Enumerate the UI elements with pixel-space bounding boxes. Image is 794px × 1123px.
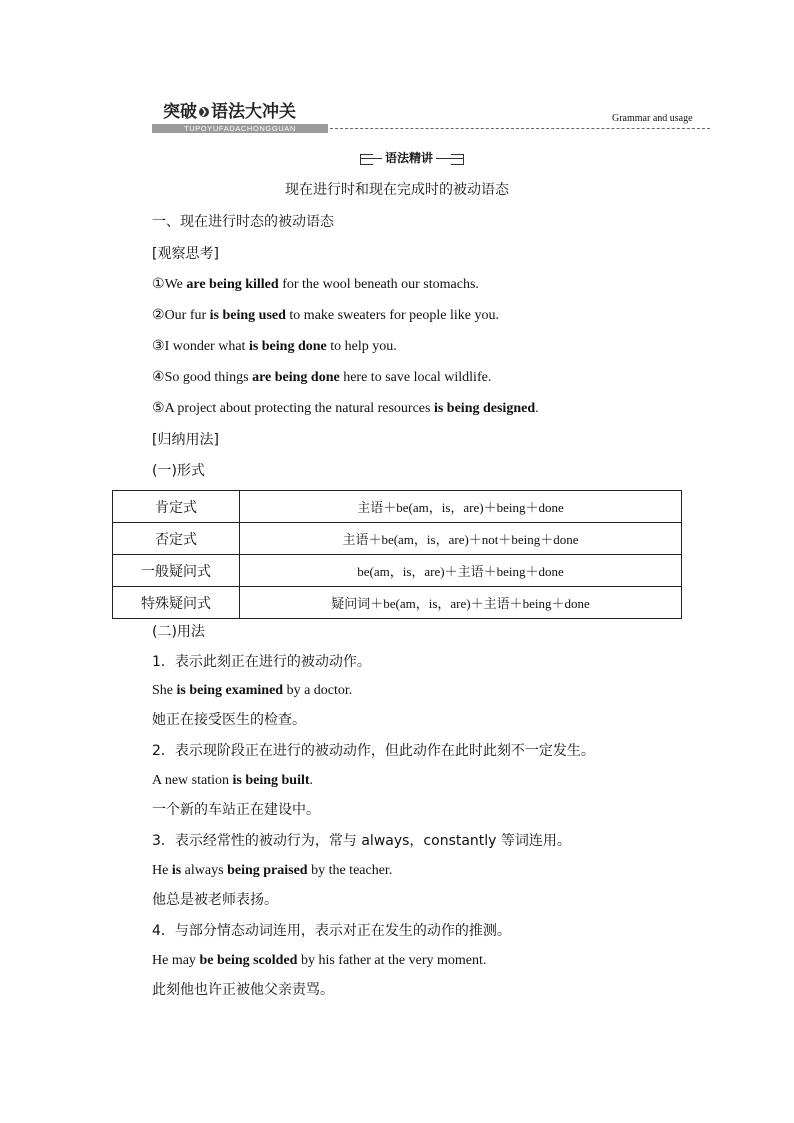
form-type: 特殊疑问式 bbox=[113, 587, 240, 619]
header-title-left: 突破 bbox=[163, 102, 197, 122]
section-badge-label: 语法精讲 bbox=[382, 151, 436, 166]
usage-example: He is always being praised by the teacher. bbox=[152, 863, 393, 878]
table-row bbox=[113, 491, 682, 523]
example-item: ①We are being killed for the wool beneath our stomachs. bbox=[152, 277, 479, 292]
form-structure: be(am，is，are)＋主语＋being＋done bbox=[240, 555, 682, 587]
usage-rule: 3．表示经常性的被动行为，常与 always，constantly 等词连用。 bbox=[152, 833, 571, 849]
usage-translation: 此刻他也许正被他父亲责骂。 bbox=[152, 982, 334, 998]
header-divider bbox=[330, 128, 710, 129]
form-structure: 主语＋be(am，is，are)＋not＋being＋done bbox=[240, 523, 682, 555]
example-item: ③I wonder what is being done to help you. bbox=[152, 339, 397, 354]
header-pinyin-band: TUPOYUFADACHONGGUAN bbox=[152, 124, 328, 133]
usage-example: He may be being scolded by his father at the very moment. bbox=[152, 953, 487, 968]
usage-rule: 4．与部分情态动词连用，表示对正在发生的动作的推测。 bbox=[152, 923, 511, 939]
example-item: ②Our fur is being used to make sweaters for people like you. bbox=[152, 308, 499, 323]
table-row bbox=[113, 587, 682, 619]
header-title-right: 语法大冲关 bbox=[211, 102, 296, 122]
form-type: 否定式 bbox=[113, 523, 240, 555]
form-structure: 主语＋be(am，is，are)＋being＋done bbox=[240, 491, 682, 523]
usage-rule: 1．表示此刻正在进行的被动动作。 bbox=[152, 654, 371, 670]
section-heading: 一、现在进行时态的被动语态 bbox=[152, 214, 334, 230]
example-item: ⑤A project about protecting the natural resources is being designed. bbox=[152, 401, 539, 416]
form-type: 肯定式 bbox=[113, 491, 240, 523]
page-title: 现在进行时和现在完成时的被动语态 bbox=[285, 182, 509, 198]
table-row bbox=[113, 555, 682, 587]
table-row bbox=[113, 523, 682, 555]
usage-label: (二)用法 bbox=[152, 624, 205, 640]
usage-translation: 一个新的车站正在建设中。 bbox=[152, 802, 320, 818]
usage-translation: 他总是被老师表扬。 bbox=[152, 892, 278, 908]
summary-label: [归纳用法] bbox=[152, 432, 219, 448]
form-table bbox=[112, 490, 682, 619]
arrow-icon: ❯ bbox=[200, 107, 208, 116]
header-right-label: Grammar and usage bbox=[612, 113, 693, 124]
header-title bbox=[163, 102, 296, 122]
usage-example: A new station is being built. bbox=[152, 773, 314, 788]
form-type: 一般疑问式 bbox=[113, 555, 240, 587]
example-item: ④So good things are being done here to save local wildlife. bbox=[152, 370, 492, 385]
section-badge bbox=[360, 152, 464, 166]
usage-translation: 她正在接受医生的检查。 bbox=[152, 712, 306, 728]
observe-label: [观察思考] bbox=[152, 246, 219, 262]
form-label: (一)形式 bbox=[152, 463, 205, 479]
form-structure: 疑问词＋be(am，is，are)＋主语＋being＋done bbox=[240, 587, 682, 619]
usage-rule: 2．表示现阶段正在进行的被动动作，但此动作在此时此刻不一定发生。 bbox=[152, 743, 595, 759]
usage-example: She is being examined by a doctor. bbox=[152, 683, 353, 698]
